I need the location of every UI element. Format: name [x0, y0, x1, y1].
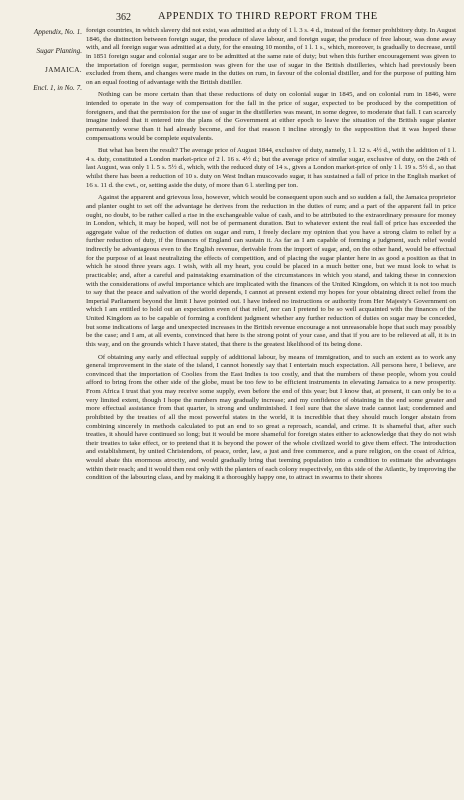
margin-notes [4, 27, 82, 102]
page-number: 362 [116, 12, 131, 23]
margin-note-enclosure: Encl. 1, in No. 7. [33, 84, 82, 93]
paragraph: But what has been the result? The average price of August 1844, exclusive of duty, namely, 1 l. 12 s. 4½ d., with the addition of 1 l. 4 s. duty, constituted a London market-price of 2 l. 16 s. 4½ d.; but the average price of similar sugar, exclusive of duty, on the 24th of last August, was only 1 l. 5 s. 5½ d., which, with the reduced duty of 14 s., gives a London market-price of only 1 l. 19 s. 5½ d., so that whilst there has been a reduction of 10 s. duty on West Indian muscovado sugar, it has sustained a fall of price in the English market of 16 s. 11 d. the cwt., or, setting aside the duty, of more than 6 l. sterling per ton. [86, 147, 456, 189]
margin-note-place: JAMAICA. [45, 65, 82, 74]
paragraph: foreign countries, in which slavery did not exist, was admitted at a duty of 1 l. 3 s. 4 d., instead of the former prohibitory duty. In August 1846, the distinction between foreign sugar, the produce of slave labour, and foreign sugar, the produce of free labour, was done away with, and all foreign sugar was admitted at a duty, for the ensuing 10 months, of 1 l. 1 s., which, moreover, is gradually to decrease, until in 1851 foreign sugar and colonial sugar are to be admitted at the same rate of duty; but when this further encouragement was given to the importation of foreign sugar, permission was given for the use of sugar in the British distilleries, which had previously been excluded from them, and changes were made in the duties on rum, in favour of the colonial distiller, and for the purpose of putting him on an equal footing of advantage with the British distiller. [86, 27, 456, 86]
body-text [86, 27, 456, 795]
paragraph: Nothing can be more certain than that these reductions of duty on colonial sugar in 1845, and on colonial rum in 1846, were intended to operate in the way of compensation for the fall in the price of sugar, expected to be produced by the competition of foreigners, and that the permission for the use of sugar in the distilleries was meant, in some degree, to moderate that fall. I can scarcely imagine indeed that it entered into the plans of the Government at either epoch to leave the situation of the British sugar planter permanently worse than it had already become, and for that reason I incline strongly to the supposition that it was hoped these compensations would be complete equivalents. [86, 91, 456, 142]
paragraph: Of obtaining any early and effectual supply of additional labour, by means of immigration, and to such an extent as to work any general improvement in the state of the island, I cannot honestly say that I entertain much expectation. All persons here, I believe, are convinced that the importation of Coolies from the East Indies is too costly, and that the numbers of these people, whom you could afford to bring from the other side of the globe, must be too few to be efficient instruments in elevating Jamaica to a new prosperity. From Africa I trust that you may receive some supply, even before the end of this year; but I know that, at present, it can only be to a very limited extent, though I hope the numbers may gradually increase; and my confidence of obtaining in the end some greater and more effectual assistance from that quarter, is strong and undiminished. I feel sure that the slave trade cannot last; condemned and prohibited by the treaties of all the most powerful states in the world, it is incredible that they should much longer abstain from combining sincerely in methods calculated to put an end to so great a reproach, scandal, and crime. It is shameful that, after such treaties, it should have continued so long; but it would be more shameful for foreign states either to acknowledge that they do not wish their treaties to take effect, or to pretend that it is beyond the power of the whole civilized world to give them effect. The introduction and establishment, by united Christendom, of peace, order, law, a just and free commerce, and a pure religion, on the coast of Africa, would abate this enormous atrocity, and would gradually bring that teeming population into a condition to estimate the advantages within their reach; and it would then rest only with the planters of each colony respectively, on this side of the Atlantic, by improving the condition of the labouring class, and by making it a thoroughly happy one, to attract in swarms to their shores [86, 353, 456, 482]
running-head: APPENDIX TO THIRD REPORT FROM THE [158, 11, 378, 22]
page-header [8, 10, 454, 26]
margin-note-subject: Sugar Planting. [36, 46, 82, 55]
margin-note-appendix: Appendix, No. 1. [33, 28, 82, 36]
paragraph: Against the apparent and grievous loss, however, which would be consequent upon such and so sudden a fall, the Jamaica proprietor and planter ought to set off the advantage he derives from the reduction in the duties of rum; and a part of the apparent fall in price ought, no doubt, to be rather called a rise in the exchangeable value of cash, and to be attributed to the extraordinary pressure for money in London, which, it may be hoped, will not be of permanent duration. But to whatever extent the real fall of price has exceeded the aggregate value of the reduction of duties on sugar and rum, I freely declare my opinion that you have a strong claim to relief by a further reduction of duty, if the finances of England can sustain it. As far as I am capable of forming a judgment, such relief would indirectly be advantageous even to the English revenue, derivable from the import of sugar, and, on the other hand, would be effectual for the purpose of at least neutralizing the effects of competition, and of placing the sugar planter here in as good a position as that in which he stood three years ago. I wish, with all my heart, you could be placed in a much better one, but we must look to what is practicable; and, after a careful and painstaking examination of the circumstances in which you stand, and taking these in connexion with the considerations of awful importance which are implicated with the finances of the United Kingdom, on which it is not too much to say that the peace and salvation of the world depends, I cannot at present extend my hopes for your obtaining direct relief from the Imperial Parliament beyond the limit I have pointed out. I have indeed no instructions or authority from Her Majesty's Government on which I am entitled to hold out an expectation even of that relief, nor can I pretend to be so well acquainted with the finances of the United Kingdom as to be capable of forming a confident judgment whether any further reduction of duties on sugar may be conceded, but some indications of large and unexpected increases in the British revenue encourage a not unreasonable hope that such may possibly be the case; and I am, at all events, convinced that here is the strong point of your case, and that if you are to be relieved at all, it is in this way, and on the grounds which I have stated, that there is the greatest likelihood of its being done. [86, 194, 456, 348]
